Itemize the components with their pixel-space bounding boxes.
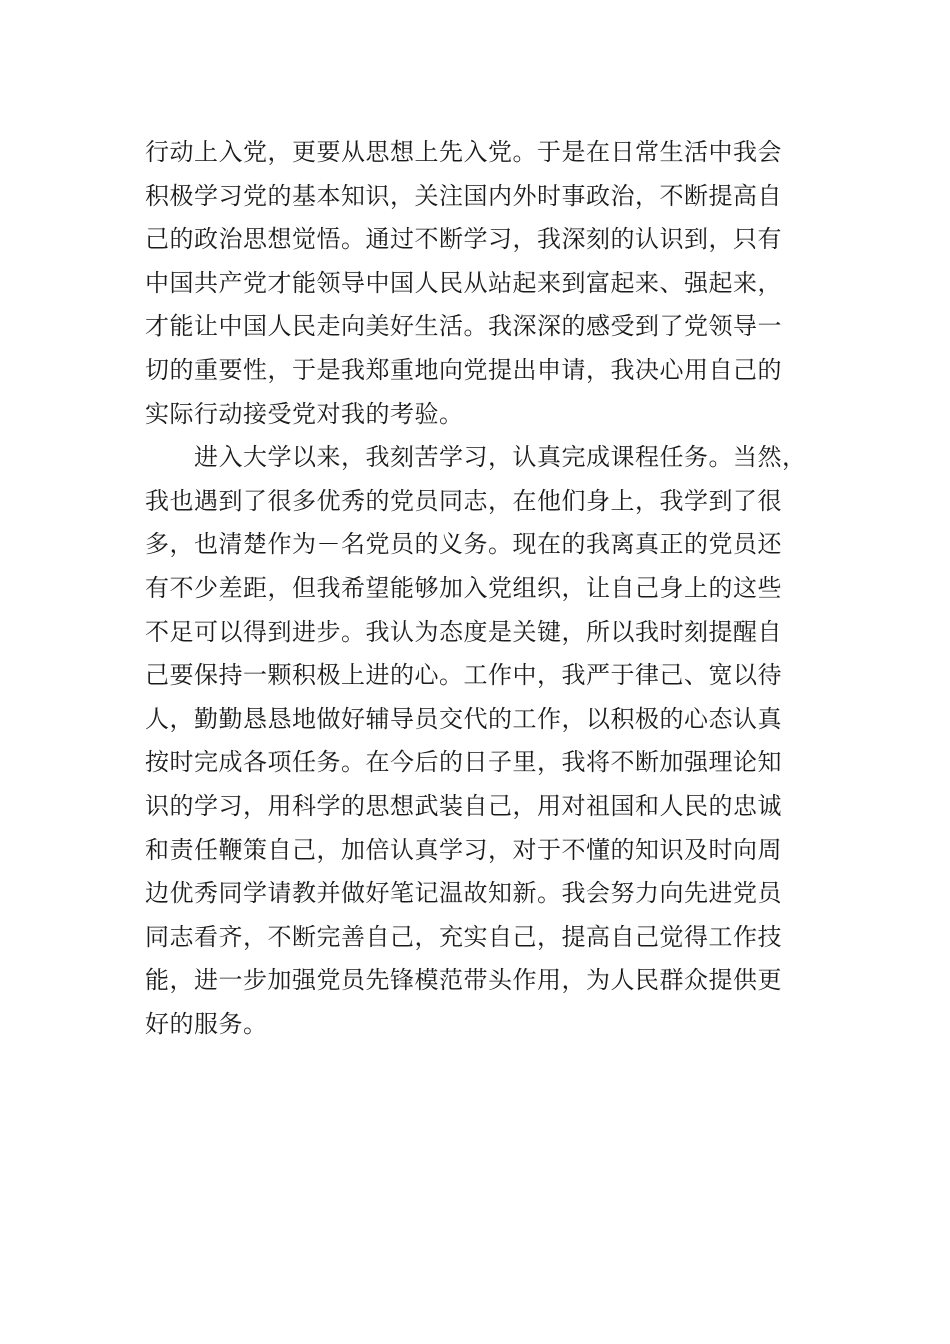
text-line: 己的政治思想觉悟。通过不断学习，我深刻的认识到，只有 [145,225,782,254]
text-line: 有不少差距，但我希望能够加入党组织，让自己身上的这些 [145,573,782,602]
text-line: 切的重要性，于是我郑重地向党提出申请，我决心用自己的 [145,355,782,384]
text-line: 实际行动接受党对我的考验。 [145,399,464,428]
text-line: 中国共产党才能领导中国人民从站起来到富起来、强起来， [145,268,782,297]
text-line: 人，勤勤恳恳地做好辅导员交代的工作，以积极的心态认真 [145,704,782,733]
text-line: 积极学习党的基本知识，关注国内外时事政治，不断提高自 [145,181,782,210]
text-line: 进入大学以来，我刻苦学习，认真完成课程任务。当然， [194,443,807,472]
text-line: 行动上入党，更要从思想上先入党。于是在日常生活中我会 [145,138,782,166]
text-line: 能，进一步加强党员先锋模范带头作用，为人民群众提供更 [145,966,782,995]
document-body [145,131,805,1046]
text-line: 我也遇到了很多优秀的党员同志，在他们身上，我学到了很 [145,486,782,515]
text-line: 识的学习，用科学的思想武装自己，用对祖国和人民的忠诚 [145,791,782,820]
text-line: 不足可以得到进步。我认为态度是关键，所以我时刻提醒自 [145,617,782,646]
text-line: 和责任鞭策自己，加倍认真学习，对于不懂的知识及时向周 [145,835,782,864]
text-line: 好的服务。 [145,1009,268,1038]
text-line: 边优秀同学请教并做好笔记温故知新。我会努力向先进党员 [145,879,782,908]
paragraph-1 [145,131,805,436]
text-line: 按时完成各项任务。在今后的日子里，我将不断加强理论知 [145,748,782,777]
text-line: 己要保持一颗积极上进的心。工作中，我严于律己、宽以待 [145,661,782,690]
text-line: 多，也清楚作为－名党员的义务。现在的我离真正的党员还 [145,530,782,559]
paragraph-2 [145,436,805,1046]
text-line: 才能让中国人民走向美好生活。我深深的感受到了党领导一 [145,312,782,341]
text-line: 同志看齐，不断完善自己，充实自己，提高自己觉得工作技 [145,922,782,951]
